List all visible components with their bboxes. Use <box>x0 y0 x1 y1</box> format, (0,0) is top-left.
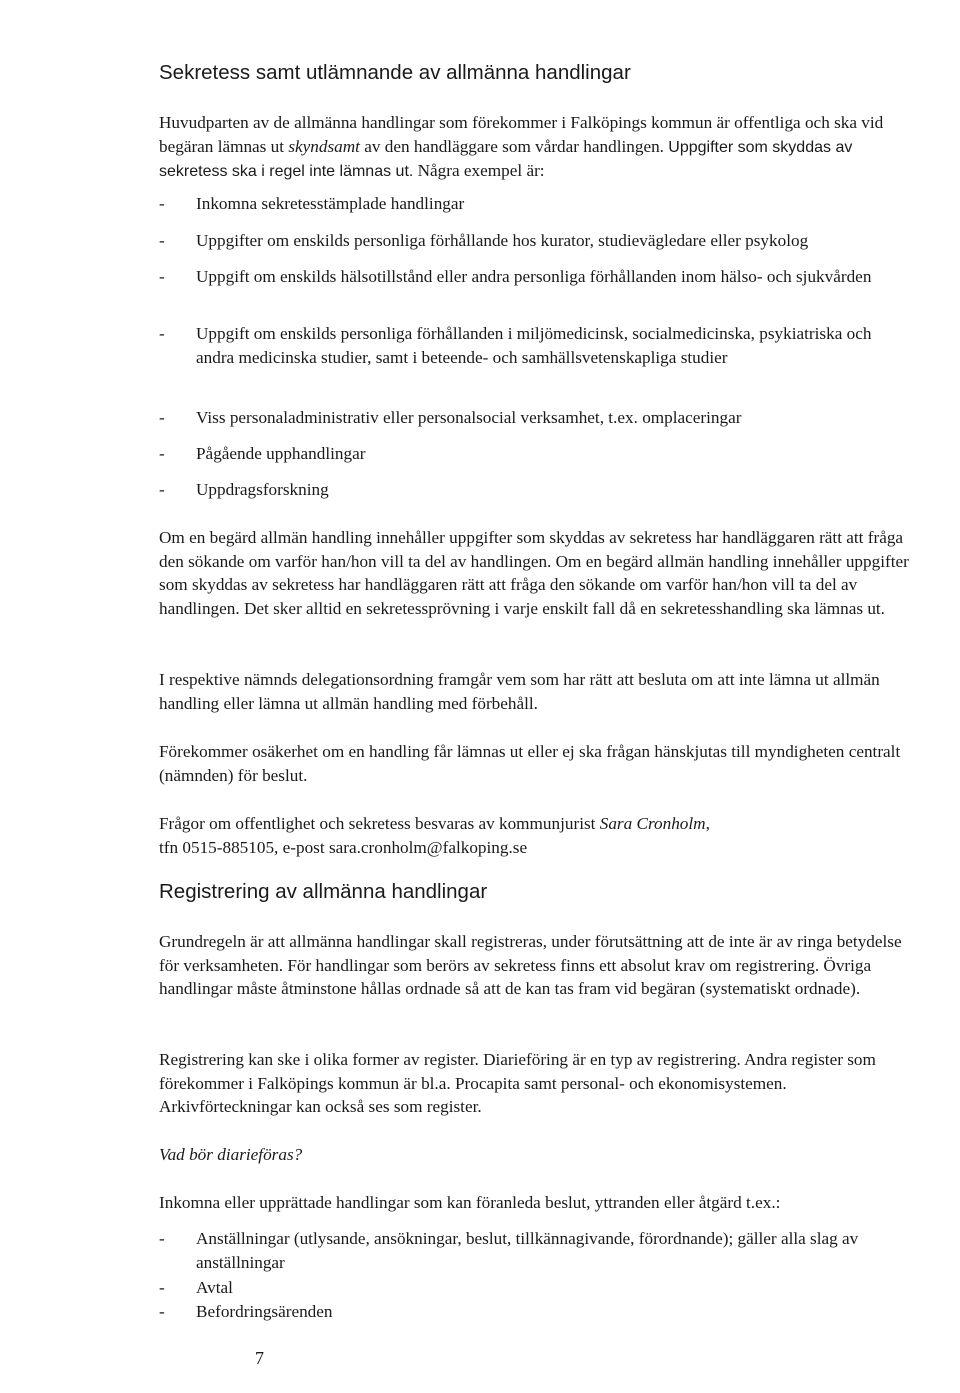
section-heading-registration: Registrering av allmänna handlingar <box>159 880 488 903</box>
subheading-what-to-register <box>159 1143 909 1167</box>
contact-name: Sara Cronholm <box>599 814 706 833</box>
list-dash: - <box>159 1302 165 1321</box>
list-item-text: Uppgift om enskilds hälsotillstånd eller andra personliga förhållanden inom hälso- och sjukvården <box>196 267 872 286</box>
list-dash: - <box>159 444 165 463</box>
intro-text-2: av den handläggare som vårdar handlingen. <box>359 136 664 156</box>
contact-text: Frågor om offentlighet och sekretess besvaras av kommunjurist <box>159 814 600 833</box>
list-dash: - <box>159 408 165 427</box>
intro-text-1: Huvudparten av de allmänna handlingar som förekommer i Falköpings kommun är offentliga och ska vid begäran lämnas ut <box>159 113 884 156</box>
list-item-text: Befordringsärenden <box>196 1302 333 1321</box>
list-item-text: Uppgifter om enskilds personliga förhållande hos kurator, studievägledare eller psykolog <box>196 231 809 250</box>
list-item-text: Uppgift om enskilds personliga förhållanden i miljömedicinsk, socialmedicinska, psykiatriska och andra medicinska studier, samt i beteende- och samhällsvetenskapliga studier <box>196 324 872 367</box>
list-item-text: Inkomna sekretesstämplade handlingar <box>196 194 465 213</box>
paragraph-basic-rule: Grundregeln är att allmänna handlingar skall registreras, under förutsättning att de inte är av ringa betydelse för verksamheten. För handlingar som berörs av sekretess finns ett absolut krav om registrering. Övriga handlingar måste åtminstone hållas ordnade så att de kan tas fram vid begäran (systematiskt ordnade). <box>159 932 902 998</box>
list-dash: - <box>159 480 165 499</box>
list-dash: - <box>159 324 165 343</box>
intro-sans-sentence: Uppgifter som skyddas av sekretess ska i regel inte lämnas ut. <box>159 138 853 180</box>
intro-text-3: Några exempel är: <box>413 161 545 180</box>
list-item-text: Pågående upphandlingar <box>196 444 366 463</box>
subheading-text: Vad bör diarieföras? <box>159 1145 303 1164</box>
list-item-text: Avtal <box>196 1278 233 1297</box>
paragraph-register-forms: Registrering kan ske i olika former av register. Diarieföring är en typ av registrering. Andra register som förekommer i Falköpings kommun är bl.a. Procapita samt personal- och ekonomisystemen. Arkivförteckningar kan också ses som register. <box>159 1050 876 1116</box>
intro-paragraph <box>159 111 909 184</box>
contact-details: tfn 0515-885105, e-post sara.cronholm@falkoping.se <box>159 837 528 857</box>
list-dash: - <box>159 1278 165 1297</box>
paragraph-contact <box>159 812 909 859</box>
list-dash: - <box>159 1229 165 1248</box>
page-number: 7 <box>255 1348 264 1368</box>
intro-emphasis: skyndsamt <box>288 136 360 156</box>
paragraph-request: Om en begärd allmän handling innehåller uppgifter som skyddas av sekretess har handläggaren rätt att fråga den sökande om varför han/hon vill ta del av handlingen. Om en begärd allmän handling innehåller uppgifter som skyddas av sekretess har handläggaren rätt att fråga den sökande om varför han/hon vill ta del av handlingen. Det sker alltid en sekretessprövning i varje enskilt fall då en sekretesshandling ska lämnas ut. <box>159 528 909 618</box>
list-dash: - <box>159 231 165 250</box>
section-heading-secrecy: Sekretess samt utlämnande av allmänna handlingar <box>159 61 631 84</box>
list-dash: - <box>159 194 165 213</box>
paragraph-uncertainty: Förekommer osäkerhet om en handling får lämnas ut eller ej ska frågan hänskjutas till myndigheten centralt (nämnden) för beslut. <box>159 742 901 785</box>
list-dash: - <box>159 267 165 286</box>
contact-comma: , <box>705 814 710 833</box>
paragraph-delegation: I respektive nämnds delegationsordning framgår vem som har rätt att besluta om att inte lämna ut allmän handling eller lämna ut allmän handling med förbehåll. <box>159 670 880 713</box>
list-item-text: Uppdragsforskning <box>196 480 329 499</box>
list-item-text: Viss personaladministrativ eller personalsocial verksamhet, t.ex. omplaceringar <box>196 408 742 427</box>
list-item-text: Anställningar (utlysande, ansökningar, beslut, tillkännagivande, förordnande); gäller alla slag av anställningar <box>196 1229 859 1272</box>
paragraph-incoming: Inkomna eller upprättade handlingar som kan föranleda beslut, yttranden eller åtgärd t.ex.: <box>159 1193 781 1212</box>
